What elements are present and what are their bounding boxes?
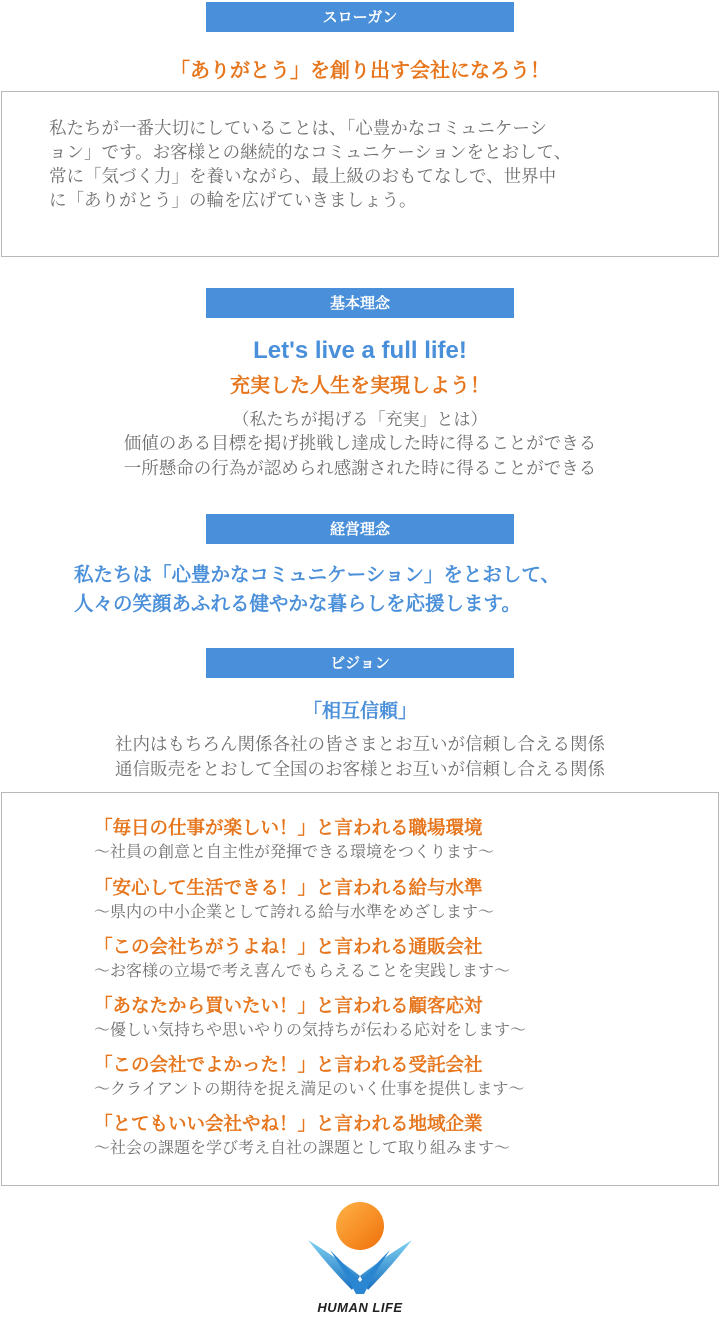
philosophy-line: 価値のある目標を掲げ挑戦し達成した時に得ることができる [123, 434, 597, 454]
vision-items-box [1, 792, 719, 1186]
slogan-title: 「ありがとう」を創り出す会社になろう！ [170, 58, 550, 82]
vision-item-title: 「この会社でよかった！」と言われる受託会社 [94, 1055, 483, 1076]
vision-line: 通信販売をとおして全国のお客様とお互いが信頼し合える関係 [115, 760, 605, 780]
management-heading: 経営理念 [206, 514, 514, 544]
slogan-body-line: に「ありがとう」の輪を広げていきましょう。 [49, 191, 417, 211]
slogan-body-line: ョン」です。お客様との継続的なコミュニケーションをとおして、 [49, 143, 572, 163]
vision-item-sub: ～社会の課題を学び考え自社の課題として取り組みます～ [94, 1138, 511, 1157]
vision-item-title: 「この会社ちがうよね！」と言われる通販会社 [94, 937, 483, 958]
vision-item [94, 877, 694, 922]
logo-text: HUMAN LIFE [317, 1300, 403, 1315]
vision-item [94, 936, 694, 981]
vision-item-sub: ～県内の中小企業として誇れる給与水準をめざします～ [94, 902, 495, 921]
vision-item [94, 1113, 694, 1158]
management-line: 私たちは「心豊かなコミュニケーション」をとおして、 [74, 563, 560, 586]
vision-item-sub: ～クライアントの期待を捉え満足のいく仕事を提供します～ [94, 1079, 525, 1098]
vision-item-title: 「安心して生活できる！」と言われる給与水準 [94, 878, 483, 899]
slogan-body-line: 常に「気づく力」を養いながら、最上級のおもてなしで、世界中 [49, 167, 557, 187]
vision-heading: ビジョン [206, 648, 514, 678]
vision-item-title: 「とてもいい会社やね！」と言われる地域企業 [94, 1114, 483, 1135]
vision-item-sub: ～お客様の立場で考え喜んでもらえることを実践します～ [94, 961, 511, 980]
vision-line: 社内はもちろん関係各社の皆さまとお互いが信頼し合える関係 [115, 735, 605, 755]
vision-item [94, 817, 694, 862]
slogan-box [1, 91, 719, 257]
slogan-heading: スローガン [206, 2, 514, 32]
vision-item-title: 「毎日の仕事が楽しい！」と言われる職場環境 [94, 818, 483, 839]
vision-item-title: 「あなたから買いたい！」と言われる顧客応対 [94, 996, 483, 1017]
philosophy-sub: （私たちが掲げる「充実」とは） [232, 410, 488, 430]
philosophy-english: Let's live a full life! [253, 337, 467, 364]
philosophy-heading: 基本理念 [206, 288, 514, 318]
vision-item [94, 1054, 694, 1099]
philosophy-japanese: 充実した人生を実現しよう！ [230, 373, 490, 397]
slogan-body-line: 私たちが一番大切にしていることは、「心豊かなコミュニケーシ [49, 119, 548, 139]
philosophy-line: 一所懸命の行為が認められ感謝された時に得ることができる [123, 459, 597, 479]
human-life-logo [300, 1198, 420, 1322]
vision-item-sub: ～優しい気持ちや思いやりの気持ちが伝わる応対をします～ [94, 1020, 527, 1039]
vision-item [94, 995, 694, 1040]
management-line: 人々の笑顔あふれる健やかな暮らしを応援します。 [74, 592, 521, 615]
vision-item-sub: ～社員の創意と自主性が発揮できる環境をつくります～ [94, 842, 495, 861]
vision-title: 「相互信頼」 [302, 700, 417, 722]
